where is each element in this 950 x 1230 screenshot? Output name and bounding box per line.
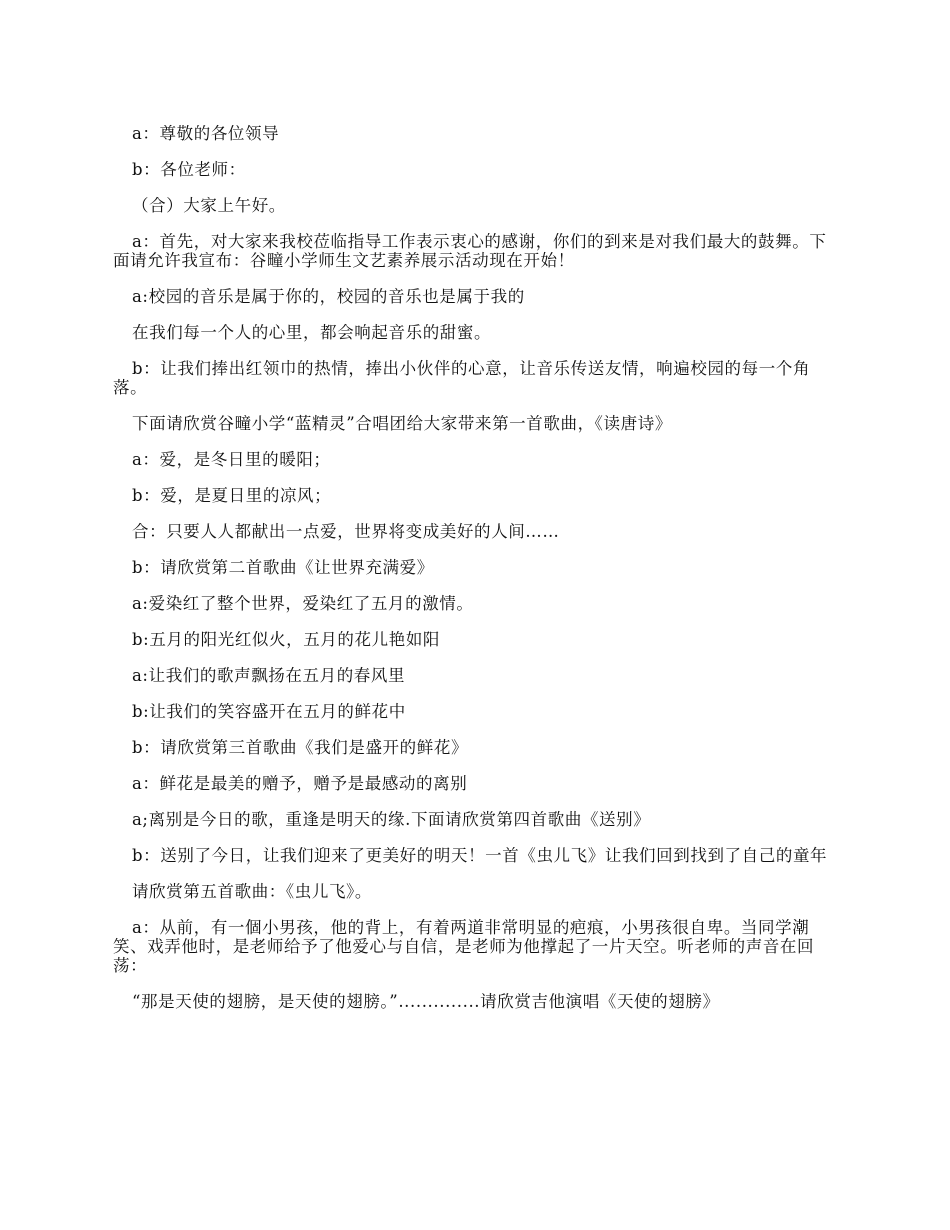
- paragraph: a：从前，有一個小男孩，他的背上，有着两道非常明显的疤痕，小男孩很自卑。当同学潮笑、戏弄他时，是老师给予了他爱心与自信，是老师为他撑起了一片天空。听老师的声音在回荡：: [113, 918, 815, 975]
- document-body: [113, 124, 839, 1028]
- paragraph: a：尊敬的各位领导: [132, 124, 280, 143]
- paragraph: a：首先，对大家来我校莅临指导工作表示衷心的感谢，你们的到来是对我们最大的鼓舞。下面请允许我宣布：谷疃小学师生文艺素养展示活动现在开始！: [113, 232, 827, 270]
- paragraph: b:五月的阳光红似火，五月的花儿艳如阳: [132, 630, 441, 649]
- paragraph: b：各位老师：: [132, 160, 246, 179]
- paragraph: a:让我们的歌声飘扬在五月的春风里: [132, 666, 406, 685]
- paragraph: 合：只要人人都献出一点爱，世界将变成美好的人间……: [132, 522, 560, 541]
- paragraph: 下面请欣赏谷疃小学“蓝精灵”合唱团给大家带来第一首歌曲，《读唐诗》: [132, 414, 672, 433]
- paragraph: a：鲜花是最美的赠予，赠予是最感动的离别: [132, 774, 468, 793]
- paragraph: “那是天使的翅膀，是天使的翅膀。”..............请欣赏吉他演唱《天使的翅膀》: [132, 992, 720, 1011]
- paragraph: b：送别了今日，让我们迎来了更美好的明天！一首《虫儿飞》让我们回到找到了自己的童年: [132, 846, 828, 865]
- paragraph: b：请欣赏第三首歌曲《我们是盛开的鲜花》: [132, 738, 469, 757]
- paragraph: a：爱，是冬日里的暖阳；: [132, 450, 331, 469]
- paragraph: b:让我们的笑容盛开在五月的鲜花中: [132, 702, 406, 721]
- paragraph: a:爱染红了整个世界，爱染红了五月的激情。: [132, 594, 474, 613]
- paragraph: a:校园的音乐是属于你的，校园的音乐也是属于我的: [132, 287, 525, 306]
- paragraph: 请欣赏第五首歌曲：《虫儿飞》。: [132, 882, 372, 901]
- paragraph: （合）大家上午好。: [132, 196, 286, 215]
- paragraph: a;离别是今日的歌，重逢是明天的缘.下面请欣赏第四首歌曲《送别》: [132, 810, 651, 829]
- paragraph: b：爱，是夏日里的凉风；: [132, 486, 332, 505]
- paragraph: b：请欣赏第二首歌曲《让世界充满爱》: [132, 558, 434, 577]
- paragraph: b：让我们捧出红领巾的热情，捧出小伙伴的心意，让音乐传送友情，响遍校园的每一个角落。: [113, 359, 811, 397]
- paragraph: 在我们每一个人的心里，都会响起音乐的甜蜜。: [132, 323, 492, 342]
